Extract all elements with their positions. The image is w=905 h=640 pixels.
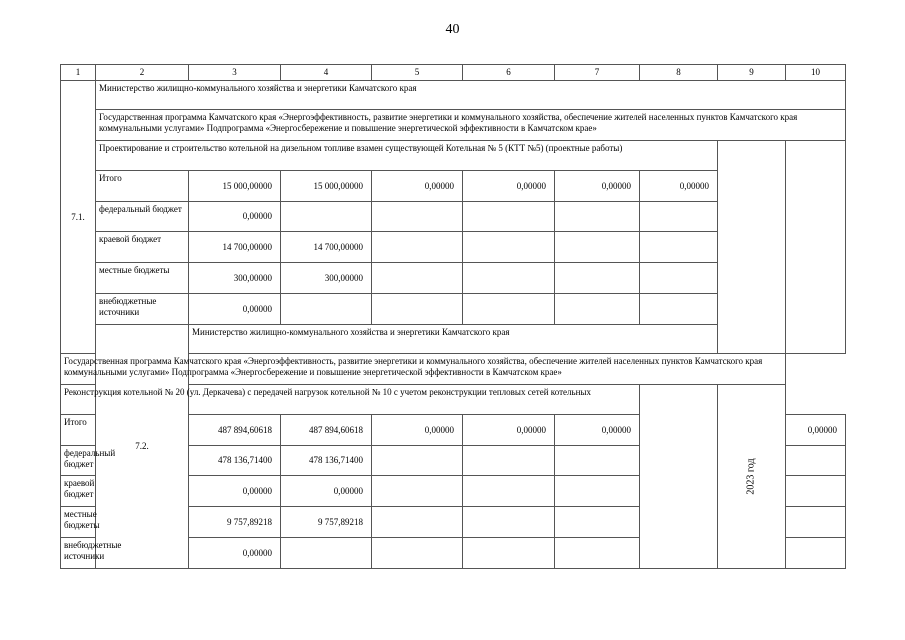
- amount-col4: [281, 202, 372, 232]
- col-header: 5: [372, 65, 463, 81]
- amount-col6: [463, 232, 555, 263]
- amount-col7: 0,00000: [555, 415, 640, 446]
- col-header: 8: [640, 65, 718, 81]
- funding-source-label: Итого: [96, 171, 189, 202]
- amount-col7: [555, 446, 640, 476]
- funding-source-label: Итого: [61, 415, 96, 446]
- funding-source-label: местные бюджеты: [96, 263, 189, 294]
- item-number: 7.1.: [61, 81, 96, 354]
- col-header: 1: [61, 65, 96, 81]
- amount-col5: [372, 202, 463, 232]
- amount-col5: [372, 507, 463, 538]
- total-amount: 300,00000: [189, 263, 281, 294]
- amount-col5: [372, 538, 463, 569]
- amount-col8: 0,00000: [786, 415, 846, 446]
- amount-col6: [463, 538, 555, 569]
- amount-col4: 14 700,00000: [281, 232, 372, 263]
- col10-cell: [786, 141, 846, 354]
- ministry-row: [61, 325, 846, 354]
- col-header: 2: [96, 65, 189, 81]
- col-header: 7: [555, 65, 640, 81]
- col-header: 9: [718, 65, 786, 81]
- column-header-row: [61, 65, 846, 81]
- amount-col5: [372, 446, 463, 476]
- amount-col7: [555, 294, 640, 325]
- amount-col8: [786, 507, 846, 538]
- amount-col7: [555, 202, 640, 232]
- period-label: 2023 год: [746, 458, 757, 495]
- funding-source-label: внебюджетные источники: [61, 538, 96, 569]
- col10-cell: [718, 385, 786, 569]
- funding-source-label: внебюджетные источники: [96, 294, 189, 325]
- funding-source-label: федеральный бюджет: [61, 446, 96, 476]
- amount-col5: 0,00000: [372, 415, 463, 446]
- program-row: [61, 354, 846, 385]
- amount-col8: [786, 446, 846, 476]
- amount-col4: 478 136,71400: [281, 446, 372, 476]
- amount-col6: [463, 476, 555, 507]
- amount-col6: [463, 446, 555, 476]
- program-name: Государственная программа Камчатского края «Энергоэффективность, развитие энергетики и коммунального хозяйства, обеспечение жителей населенных пунктов Камчатского края коммунальными услугами» Подпрограмма «Энергосбережение и повышение энергетической эффективности в Камчатском крае»: [96, 110, 846, 141]
- amount-col6: 0,00000: [463, 415, 555, 446]
- amount-col8: [786, 538, 846, 569]
- amount-col8: [640, 232, 718, 263]
- amount-col6: 0,00000: [463, 171, 555, 202]
- project-row: [61, 141, 846, 171]
- amount-col5: [372, 476, 463, 507]
- total-amount: 0,00000: [189, 202, 281, 232]
- amount-col7: [555, 538, 640, 569]
- amount-col6: [463, 507, 555, 538]
- amount-col5: [372, 232, 463, 263]
- program-row: [61, 110, 846, 141]
- col-header: 3: [189, 65, 281, 81]
- total-amount: 9 757,89218: [189, 507, 281, 538]
- amount-col6: [463, 263, 555, 294]
- amount-col8: [786, 476, 846, 507]
- col9-cell: [640, 385, 718, 569]
- ministry-row: [61, 81, 846, 110]
- amount-col8: [640, 202, 718, 232]
- amount-col5: [372, 263, 463, 294]
- amount-col6: [463, 202, 555, 232]
- total-amount: 487 894,60618: [189, 415, 281, 446]
- total-amount: 14 700,00000: [189, 232, 281, 263]
- item-number: 7.2.: [96, 325, 189, 569]
- amount-col4: 487 894,60618: [281, 415, 372, 446]
- amount-col7: [555, 507, 640, 538]
- total-amount: 0,00000: [189, 476, 281, 507]
- amount-col5: 0,00000: [372, 171, 463, 202]
- amount-col7: [555, 232, 640, 263]
- ministry-name: Министерство жилищно-коммунального хозяйства и энергетики Камчатского края: [96, 81, 846, 110]
- total-amount: 0,00000: [189, 294, 281, 325]
- amount-col4: 0,00000: [281, 476, 372, 507]
- funding-source-label: краевой бюджет: [96, 232, 189, 263]
- amount-col8: [640, 263, 718, 294]
- program-table: [60, 64, 846, 569]
- col-header: 6: [463, 65, 555, 81]
- project-name: Реконструкция котельной № 20 (ул. Деркачева) с передачей нагрузок котельной № 10 с учетом реконструкции тепловых сетей котельных: [61, 385, 640, 415]
- col-header: 4: [281, 65, 372, 81]
- amount-col4: [281, 538, 372, 569]
- project-row: [61, 385, 846, 415]
- funding-source-label: федеральный бюджет: [96, 202, 189, 232]
- amount-col6: [463, 294, 555, 325]
- amount-col7: 0,00000: [555, 171, 640, 202]
- project-name: Проектирование и строительство котельной на дизельном топливе взамен существующей Котельная № 5 (КТТ №5) (проектные работы): [96, 141, 718, 171]
- amount-col4: 15 000,00000: [281, 171, 372, 202]
- col9-cell: [718, 141, 786, 354]
- total-amount: 478 136,71400: [189, 446, 281, 476]
- funding-source-label: местные бюджеты: [61, 507, 96, 538]
- amount-col8: 0,00000: [640, 171, 718, 202]
- amount-col4: 300,00000: [281, 263, 372, 294]
- page-number: 40: [445, 22, 460, 37]
- amount-col5: [372, 294, 463, 325]
- col-header: 10: [786, 65, 846, 81]
- amount-col7: [555, 263, 640, 294]
- funding-source-label: краевой бюджет: [61, 476, 96, 507]
- amount-col7: [555, 476, 640, 507]
- program-name: Государственная программа Камчатского края «Энергоэффективность, развитие энергетики и коммунального хозяйства, обеспечение жителей населенных пунктов Камчатского края коммунальными услугами» Подпрограмма «Энергосбережение и повышение энергетической эффективности в Камчатском крае»: [61, 354, 786, 385]
- amount-col8: [640, 294, 718, 325]
- total-amount: 0,00000: [189, 538, 281, 569]
- ministry-name: Министерство жилищно-коммунального хозяйства и энергетики Камчатского края: [189, 325, 846, 354]
- amount-col4: [281, 294, 372, 325]
- amount-col4: 9 757,89218: [281, 507, 372, 538]
- total-amount: 15 000,00000: [189, 171, 281, 202]
